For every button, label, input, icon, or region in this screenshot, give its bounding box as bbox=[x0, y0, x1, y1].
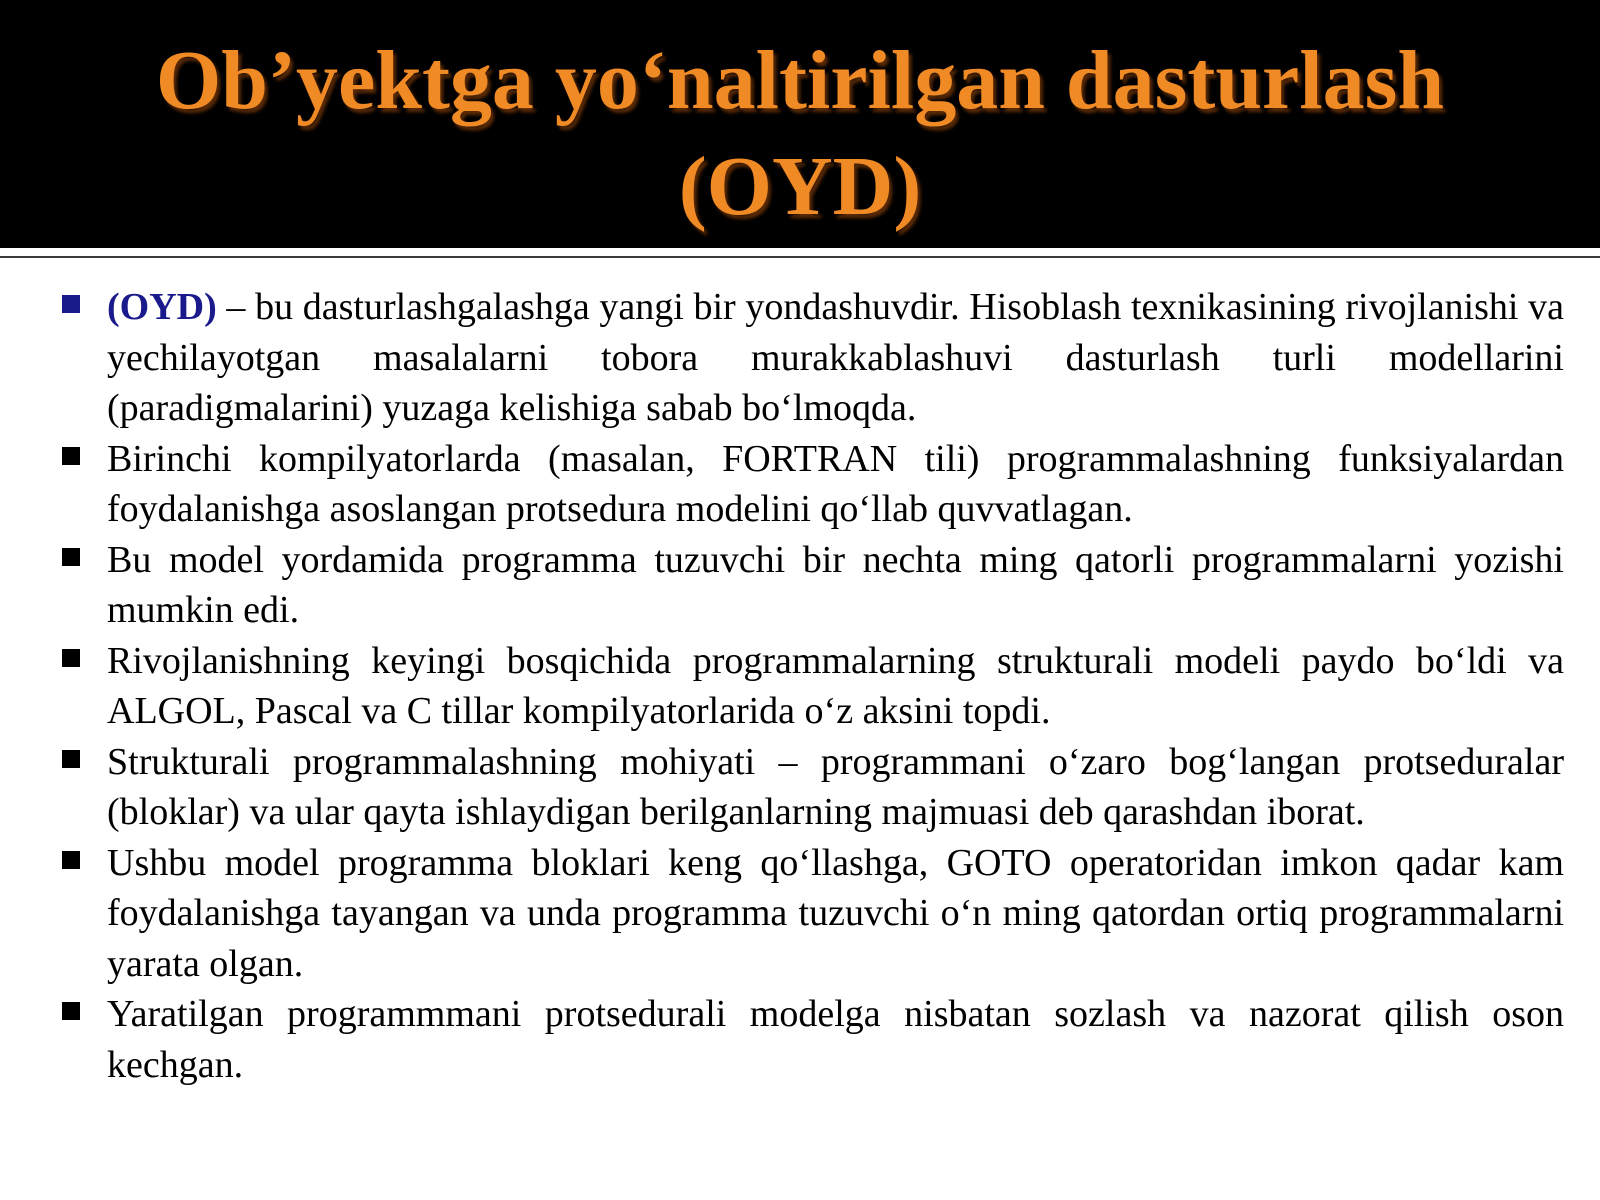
title-underline bbox=[0, 256, 1600, 258]
bullet-item bbox=[0, 737, 1600, 838]
square-bullet-icon bbox=[62, 447, 80, 465]
bullet-item bbox=[0, 282, 1600, 434]
bullet-text: Rivojlanishning keyingi bosqichida programmalarning strukturali modeli paydo bo‘ldi va ALGOL, Pascal va C tillar kompilyatorlarida o‘z aksini topdi. bbox=[107, 639, 1564, 732]
bullet-lead-term: (OYD) bbox=[107, 286, 217, 328]
bullet-text: – bu dasturlashgalashga yangi bir yondashuvdir. Hisoblash texnikasining rivojlanishi va yechilayotgan masalalarni tobora murakkablashuvi dasturlash turli modellarini (paradigmalarini) yuzaga kelishiga sabab bo‘lmoqda. bbox=[107, 286, 1564, 429]
square-bullet-icon bbox=[62, 851, 80, 869]
bullet-text: Birinchi kompilyatorlarda (masalan, FORTRAN tili) programmalashning funksiyalardan foydalanishga asoslangan protsedura modelini qo‘llab quvvatlagan. bbox=[107, 437, 1564, 530]
bullet-text: Bu model yordamida programma tuzuvchi bir nechta ming qatorli programmalarni yozishi mumkin edi. bbox=[107, 538, 1564, 631]
square-bullet-icon bbox=[62, 548, 80, 566]
bullet-item bbox=[0, 838, 1600, 990]
title-divider bbox=[0, 248, 1600, 253]
bullet-text: Strukturali programmalashning mohiyati – programmani o‘zaro bog‘langan protseduralar (bloklar) va ular qayta ishlaydigan berilganlarning majmuasi deb qarashdan iborat. bbox=[107, 740, 1564, 833]
square-bullet-icon bbox=[62, 649, 80, 667]
bullet-item bbox=[0, 434, 1600, 535]
bullet-text: Ushbu model programma bloklari keng qo‘llashga, GOTO operatoridan imkon qadar kam foydalanishga tayangan va unda programma tuzuvchi o‘n ming qatordan ortiq programmalarni yarata olgan. bbox=[107, 841, 1564, 985]
title-band bbox=[0, 0, 1600, 248]
bullet-item bbox=[0, 535, 1600, 636]
square-bullet-icon bbox=[62, 295, 80, 313]
bullet-item bbox=[0, 636, 1600, 737]
square-bullet-icon bbox=[62, 750, 80, 768]
slide-title: Ob’yektga yo‘naltirilgan dasturlash (OYD) bbox=[155, 34, 1445, 233]
square-bullet-icon bbox=[62, 1002, 80, 1020]
bullet-item bbox=[0, 989, 1600, 1090]
bullet-text: Yaratilgan programmmani protsedurali modelga nisbatan sozlash va nazorat qilish oson kechgan. bbox=[107, 993, 1564, 1086]
bullet-list bbox=[0, 282, 1600, 1090]
